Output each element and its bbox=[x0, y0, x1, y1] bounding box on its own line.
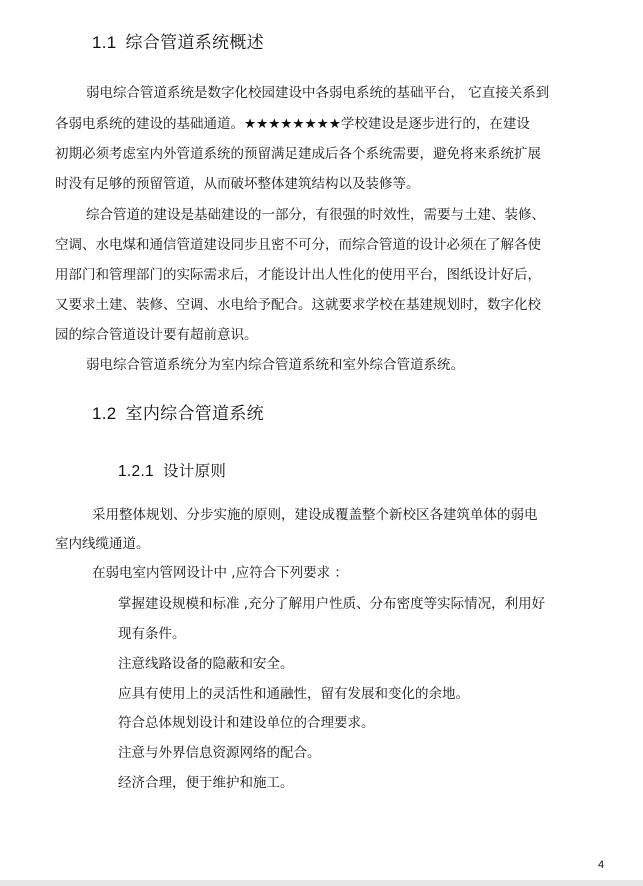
text-line: 采用整体规划、分步实施的原则，建设成覆盖整个新校区各建筑单体的弱电 bbox=[92, 507, 538, 523]
text-line: 弱电综合管道系统是数字化校园建设中各弱电系统的基础平台， 它直接关系到 bbox=[86, 85, 550, 101]
text-line: 综合管道的建设是基础建设的一部分，有很强的时效性，需要与土建、装修、 bbox=[86, 207, 545, 223]
requirement-item: 掌握建设规模和标准 ,充分了解用户性质、分布密度等实际情况，利用好 bbox=[118, 596, 546, 612]
text-line: 用部门和管理部门的实际需求后，才能设计出人性化的使用平台，图纸设计好后， bbox=[55, 267, 541, 283]
section-heading-1-1 bbox=[92, 32, 264, 54]
section-number: 1.2 bbox=[92, 404, 117, 423]
requirement-lead: 在弱电室内管网设计中 ,应符合下列要求 ： bbox=[92, 565, 348, 581]
requirement-item: 应具有使用上的灵活性和通融性，留有发展和变化的余地。 bbox=[118, 686, 469, 702]
text-line: 空调、水电煤和通信管道建设同步且密不可分，而综合管道的设计必须在了解各使 bbox=[55, 237, 541, 253]
text-line: 初期必须考虑室内外管道系统的预留满足建成后各个系统需要，避免将来系统扩展 bbox=[55, 146, 541, 162]
requirement-item: 注意与外界信息资源网络的配合。 bbox=[118, 745, 321, 761]
section-heading-1-2 bbox=[92, 403, 264, 425]
section-title: 室内综合管道系统 bbox=[125, 404, 264, 424]
requirement-item: 注意线路设备的隐蔽和安全。 bbox=[118, 656, 294, 672]
requirement-item: 现有条件。 bbox=[118, 626, 186, 642]
requirement-item: 经济合理，便于维护和施工。 bbox=[118, 775, 294, 791]
text-line: 弱电综合管道系统分为室内综合管道系统和室外综合管道系统。 bbox=[86, 357, 464, 373]
text-line: 园的综合管道设计要有超前意识。 bbox=[55, 327, 258, 343]
section-number: 1.2.1 bbox=[118, 463, 154, 480]
text-line: 又要求土建、装修、空调、水电给予配合。这就要求学校在基建规划时，数字化校 bbox=[55, 297, 541, 313]
page-number: 4 bbox=[598, 859, 605, 871]
page-bottom-edge bbox=[0, 880, 643, 886]
text-line: 各弱电系统的建设的基础通道。★★★★★★★★学校建设是逐步进行的，在建设 bbox=[55, 116, 530, 132]
section-number: 1.1 bbox=[92, 33, 117, 52]
section-title: 综合管道系统概述 bbox=[125, 33, 264, 53]
section-title: 设计原则 bbox=[162, 462, 227, 480]
requirement-item: 符合总体规划设计和建设单位的合理要求。 bbox=[118, 715, 375, 731]
text-line: 时没有足够的预留管道，从而破坏整体建筑结构以及装修等。 bbox=[55, 176, 420, 192]
section-heading-1-2-1 bbox=[118, 460, 226, 483]
text-line: 室内线缆通道。 bbox=[55, 536, 150, 552]
